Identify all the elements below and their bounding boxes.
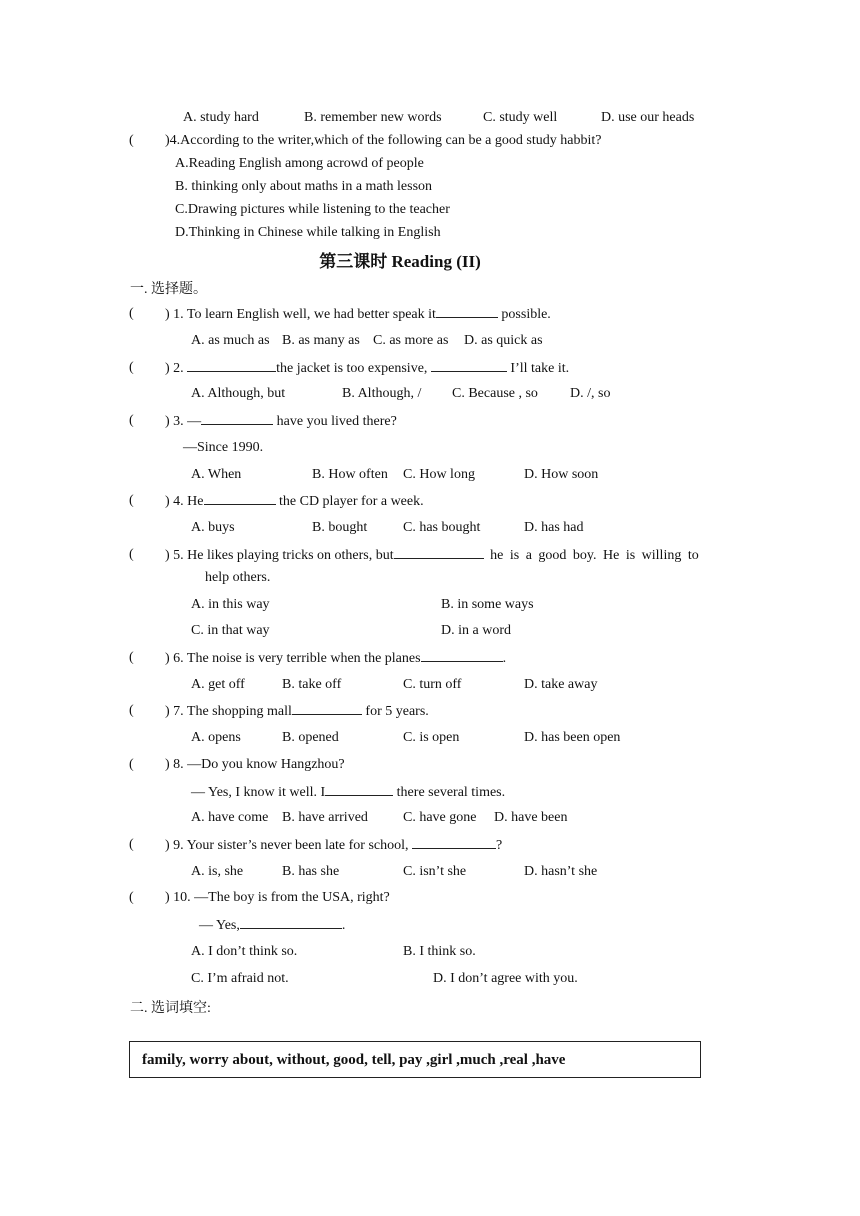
answer-blank[interactable] (240, 916, 342, 929)
q6-option-d: D. take away (524, 677, 598, 692)
q10-option-c: C. I’m afraid not. (191, 971, 289, 986)
q9-option-c: C. isn’t she (403, 864, 467, 879)
q6-option-c: C. turn off (403, 677, 462, 692)
q1-option-a: A. as much as (191, 333, 270, 348)
question-10-answer: — Yes, . (199, 918, 346, 933)
q7-option-b: B. opened (282, 730, 339, 745)
question-8-answer: — Yes, I know it well. I there several times. (191, 785, 506, 800)
q3-option-d: D. How soon (524, 467, 599, 482)
q3-option-c: C. How long (403, 467, 475, 482)
question-2-stem: ) 2. the jacket is too expensive, I’ll take it. (165, 361, 570, 376)
q2-option-d: D. /, so (570, 386, 611, 401)
answer-paren: ( (129, 837, 134, 852)
answer-blank[interactable] (201, 412, 273, 425)
answer-blank[interactable] (292, 702, 362, 715)
question-1-stem: ) 1. To learn English well, we had better speak it possible. (165, 307, 551, 322)
question-8-stem: ) 8. —Do you know Hangzhou? (165, 757, 345, 772)
answer-blank[interactable] (421, 649, 503, 662)
question-6-stem: ) 6. The noise is very terrible when the planes . (165, 651, 507, 666)
q8-option-a: A. have come (191, 810, 269, 825)
q4-option-a: A.Reading English among acrowd of people (175, 156, 424, 171)
q9-option-a: A. is, she (191, 864, 244, 879)
question-4-stem: ) 4. He the CD player for a week. (165, 494, 424, 509)
q4-option-a: A. buys (191, 520, 235, 535)
answer-paren: ( (129, 133, 134, 148)
q7-option-a: A. opens (191, 730, 241, 745)
answer-paren: ( (129, 890, 134, 905)
answer-paren: ( (129, 650, 134, 665)
answer-paren: ( (129, 703, 134, 718)
q3-option-c: C. study well (483, 110, 558, 125)
q8-option-c: C. have gone (403, 810, 477, 825)
answer-paren: ( (129, 360, 134, 375)
q5-option-d: D. in a word (441, 623, 511, 638)
question-9-stem: ) 9. Your sister’s never been late for school, ? (165, 838, 503, 853)
q3-option-b: B. How often (312, 467, 388, 482)
q10-option-d: D. I don’t agree with you. (433, 971, 578, 986)
answer-blank[interactable] (412, 836, 496, 849)
q7-option-d: D. has been open (524, 730, 621, 745)
answer-paren: ( (129, 493, 134, 508)
q6-option-a: A. get off (191, 677, 245, 692)
q3-option-b: B. remember new words (304, 110, 442, 125)
answer-blank[interactable] (325, 783, 393, 796)
q4-option-d: D. has had (524, 520, 584, 535)
question-3-stem: ) 3. — have you lived there? (165, 414, 397, 429)
answer-paren: ( (129, 413, 134, 428)
q5-option-a: A. in this way (191, 597, 270, 612)
q8-option-b: B. have arrived (282, 810, 368, 825)
q4-option-c: C.Drawing pictures while listening to the teacher (175, 202, 450, 217)
q4-stem: )4.According to the writer,which of the following can be a good study habbit? (165, 133, 602, 148)
answer-blank[interactable] (187, 359, 276, 372)
section-2-heading: 二. 选词填空: (130, 1001, 211, 1016)
q3-option-a: A. When (191, 467, 242, 482)
answer-blank[interactable] (431, 359, 507, 372)
q8-option-d: D. have been (494, 810, 568, 825)
q5-option-c: C. in that way (191, 623, 270, 638)
q9-option-b: B. has she (282, 864, 340, 879)
q4-option-b: B. thinking only about maths in a math lesson (175, 179, 433, 194)
q5-option-b: B. in some ways (441, 597, 534, 612)
lesson-title: 第三课时 Reading (II) (319, 252, 481, 271)
answer-paren: ( (129, 306, 134, 321)
q10-option-a: A. I don’t think so. (191, 944, 298, 959)
q9-option-d: D. hasn’t she (524, 864, 598, 879)
q10-option-b: B. I think so. (403, 944, 476, 959)
answer-blank[interactable] (204, 492, 276, 505)
q2-option-c: C. Because , so (452, 386, 538, 401)
q1-option-d: D. as quick as (464, 333, 543, 348)
answer-paren: ( (129, 757, 134, 772)
answer-blank[interactable] (394, 546, 484, 559)
question-10-stem: ) 10. —The boy is from the USA, right? (165, 890, 390, 905)
q2-option-a: A. Although, but (191, 386, 286, 401)
q4-option-c: C. has bought (403, 520, 481, 535)
q4-option-b: B. bought (312, 520, 368, 535)
q2-option-b: B. Although, / (342, 386, 422, 401)
question-3-answer: —Since 1990. (183, 440, 264, 455)
q4-option-d: D.Thinking in Chinese while talking in English (175, 225, 441, 240)
question-5-stem: ) 5. He likes playing tricks on others, but he is a good boy. He is willing to (165, 548, 699, 563)
answer-paren: ( (129, 547, 134, 562)
q1-option-c: C. as more as (373, 333, 449, 348)
answer-blank[interactable] (436, 305, 498, 318)
question-5-continuation: help others. (205, 570, 271, 585)
q1-option-b: B. as many as (282, 333, 360, 348)
q3-option-d: D. use our heads (601, 110, 695, 125)
q7-option-c: C. is open (403, 730, 460, 745)
question-7-stem: ) 7. The shopping mall for 5 years. (165, 704, 429, 719)
word-bank-box: family, worry about, without, good, tell, pay ,girl ,much ,real ,have (129, 1041, 701, 1078)
q6-option-b: B. take off (282, 677, 342, 692)
q3-option-a: A. study hard (183, 110, 259, 125)
section-1-heading: 一. 选择题。 (130, 282, 207, 297)
